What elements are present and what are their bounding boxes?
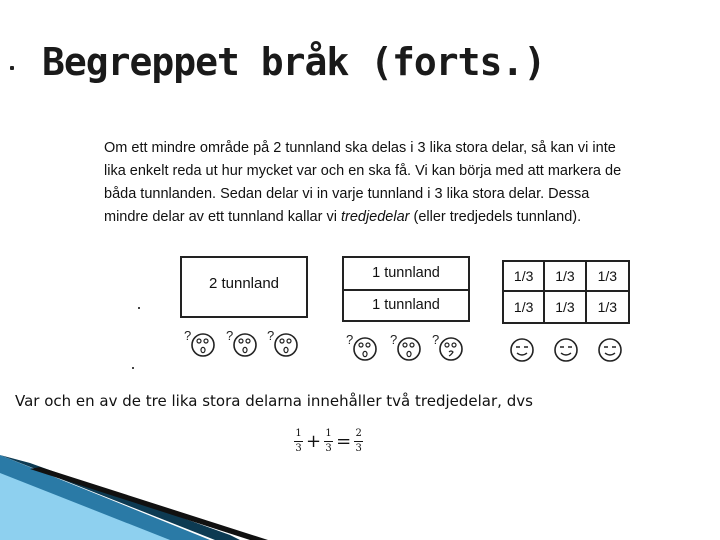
third-cell: 1/3 bbox=[545, 292, 586, 322]
smiling-face-icon bbox=[509, 337, 535, 363]
svg-text:?: ? bbox=[184, 328, 192, 343]
fraction-one-third bbox=[324, 428, 333, 455]
smiling-face-icon bbox=[553, 337, 579, 363]
puzzled-face-icon bbox=[183, 328, 217, 360]
svg-text:?: ? bbox=[432, 332, 440, 347]
svg-text:?: ? bbox=[346, 332, 354, 347]
two-acre-label: 2 tunnland bbox=[208, 275, 280, 292]
third-cell: 1/3 bbox=[597, 299, 618, 315]
puzzled-face-icon bbox=[389, 332, 423, 364]
paragraph-text-end: (eller tredjedels tunnland). bbox=[409, 209, 582, 225]
third-cell: 1/3 bbox=[504, 292, 545, 322]
equals-sign: = bbox=[336, 431, 352, 452]
split-acre-box bbox=[342, 256, 470, 322]
scan-dot bbox=[138, 307, 140, 309]
thirds-grid-box bbox=[502, 260, 630, 324]
third-cell: 1/3 bbox=[545, 262, 586, 292]
third-cell: 1/3 bbox=[587, 262, 628, 292]
acre-row-label: 1 tunnland bbox=[372, 297, 440, 313]
puzzled-face-icon bbox=[266, 328, 300, 360]
acre-row-label: 1 tunnland bbox=[344, 258, 468, 291]
slide-title: Begreppet bråk (forts.) bbox=[42, 40, 546, 84]
caption-text: Var och en av de tre lika stora delarna innehåller två tredjedelar, dvs bbox=[15, 392, 533, 410]
explanation-paragraph bbox=[104, 137, 629, 229]
numerator: 1 bbox=[295, 428, 302, 439]
scan-dot bbox=[132, 367, 134, 369]
two-acre-box bbox=[180, 256, 308, 318]
puzzled-face-icon bbox=[225, 328, 259, 360]
corner-decoration bbox=[0, 455, 270, 540]
puzzled-face-icon bbox=[431, 332, 465, 364]
numerator: 1 bbox=[325, 428, 332, 439]
svg-text:?: ? bbox=[226, 328, 234, 343]
fraction-bar bbox=[324, 441, 333, 442]
paragraph-emphasis: tredjedelar bbox=[340, 209, 410, 225]
denominator: 3 bbox=[295, 443, 302, 454]
paragraph-text-start: Om ett mindre område på 2 tunnland ska delas i 3 lika stora delar, så kan vi inte lika enkelt reda ut hur mycket var och en ska få. Vi kan börja med att markera de båda tunnlanden. Sedan delar vi in varje tunnland i 3 lika stora delar. Dessa mindre delar av ett tunnland kallar vi bbox=[104, 140, 622, 225]
denominator: 3 bbox=[355, 443, 362, 454]
fraction-equation bbox=[294, 428, 363, 455]
svg-text:?: ? bbox=[267, 328, 275, 343]
fraction-two-thirds bbox=[354, 428, 363, 455]
bullet-marker bbox=[10, 66, 14, 70]
fraction-bar bbox=[294, 441, 303, 442]
smiling-face-icon bbox=[597, 337, 623, 363]
numerator: 2 bbox=[355, 428, 362, 439]
third-cell: 1/3 bbox=[504, 262, 545, 292]
plus-sign: + bbox=[306, 431, 322, 452]
denominator: 3 bbox=[325, 443, 332, 454]
puzzled-face-icon bbox=[345, 332, 379, 364]
svg-text:?: ? bbox=[390, 332, 398, 347]
fraction-bar bbox=[354, 441, 363, 442]
fraction-one-third bbox=[294, 428, 303, 455]
